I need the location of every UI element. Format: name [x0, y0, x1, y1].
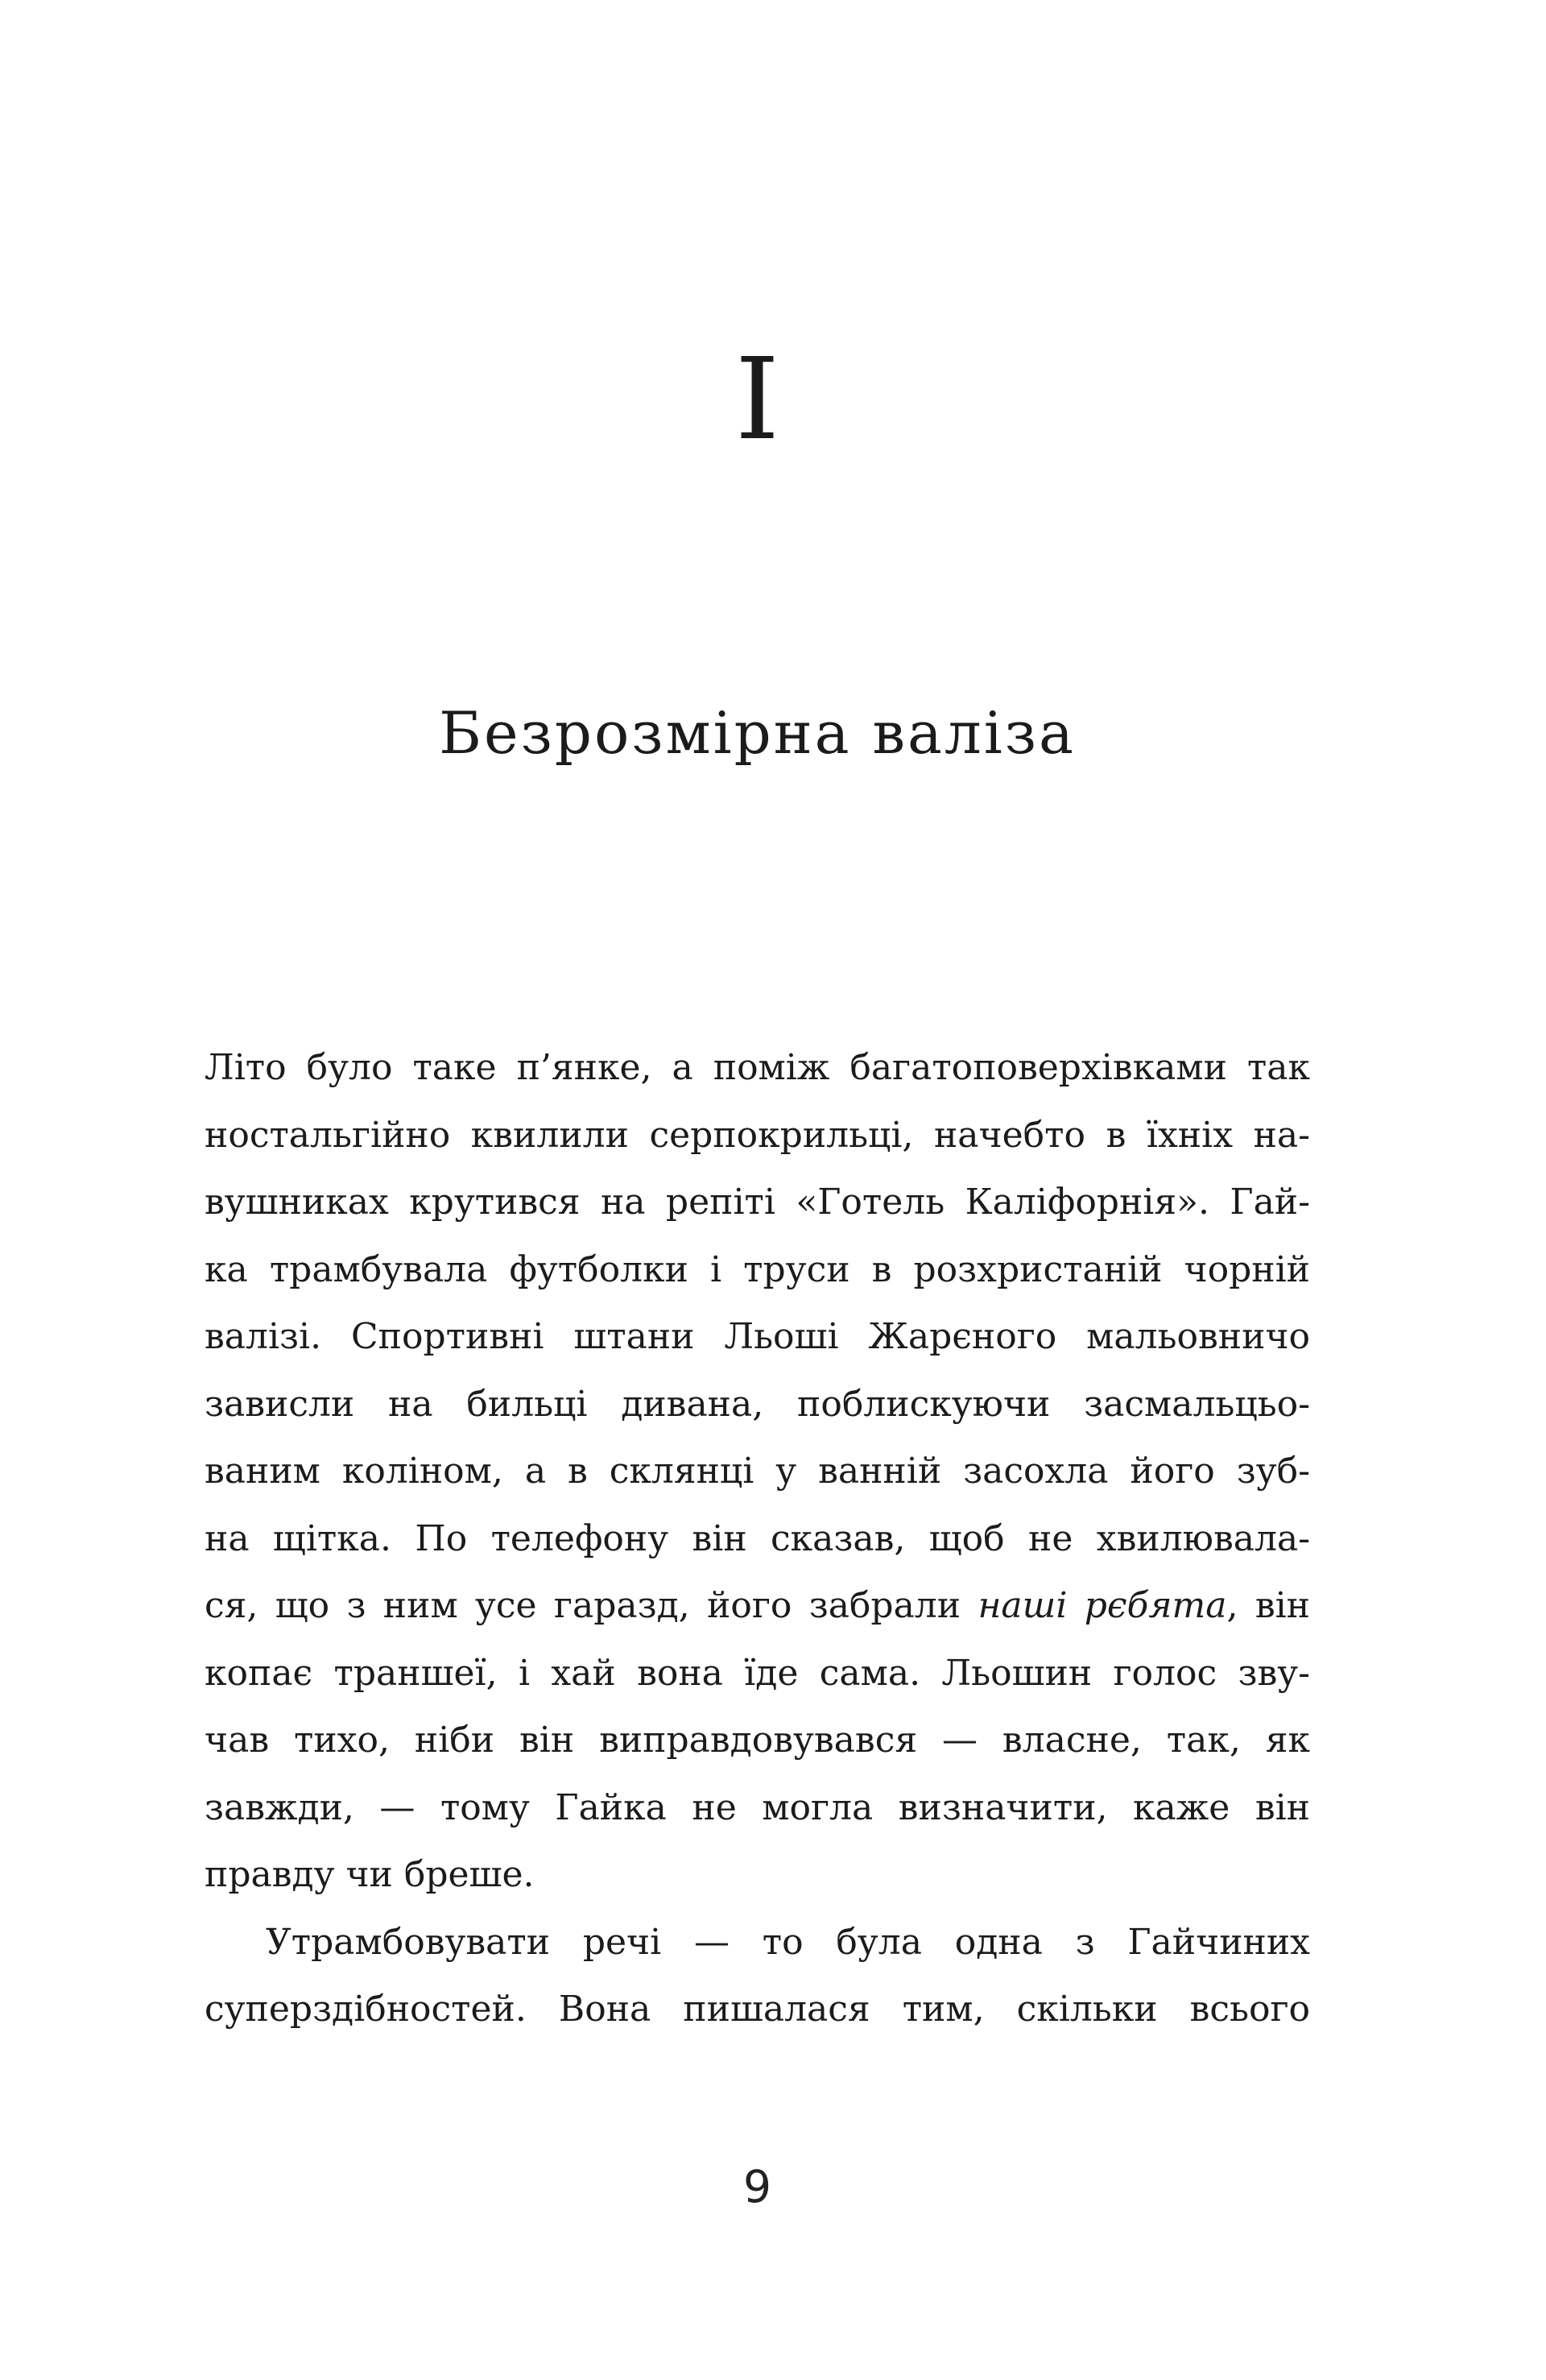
body-line — [205, 1236, 1310, 1304]
body-line — [205, 1572, 1310, 1640]
body-line-segment: суперздібностей. Вона пишалася тим, скільки всього — [205, 1989, 1310, 2030]
body-line-segment: Літо було таке п’янке, а поміж багатоповерхівками так — [205, 1047, 1310, 1088]
chapter-number: I — [734, 334, 780, 466]
body-line — [205, 1438, 1310, 1505]
body-line-segment: на щітка. По телефону він сказав, щоб не хвилювала- — [205, 1517, 1310, 1559]
chapter-title: Безрозмірна валіза — [439, 699, 1076, 767]
body-line-segment: Утрамбовувати речі — то була одна з Гайчиних — [266, 1921, 1310, 1963]
body-line — [205, 1707, 1310, 1774]
body-line-segment: чав тихо, ніби він виправдовувався — власне, так, як — [205, 1720, 1310, 1761]
body-line-segment: ся, що з ним усе гаразд, його забрали — [205, 1585, 978, 1626]
body-line — [205, 1169, 1310, 1236]
body-line-segment: ностальгійно квилили серпокрильці, начебто в їхніх на- — [205, 1114, 1310, 1156]
body-line-segment: зависли на бильці дивана, поблискуючи засмальцьо- — [205, 1383, 1310, 1425]
body-line — [205, 1505, 1310, 1573]
body-line-italic-segment: наші рєбята — [978, 1585, 1227, 1626]
body-line — [205, 1841, 1310, 1909]
body-line-segment: ваним коліном, а в склянці у ванній засохла його зуб- — [205, 1451, 1310, 1492]
body-line-segment: правду чи бреше. — [205, 1854, 535, 1895]
body-line-segment: завжди, — тому Гайка не могла визначити, каже він — [205, 1786, 1310, 1828]
page-number: 9 — [743, 2161, 771, 2212]
body-line-segment: , він — [1226, 1585, 1310, 1626]
body-line-segment: ка трамбувала футболки і труси в розхристаній чорній — [205, 1248, 1310, 1290]
body-line — [205, 1909, 1310, 1976]
body-line-segment: валізі. Спортивні штани Льоші Жарєного мальовничо — [205, 1316, 1310, 1357]
body-line — [205, 1102, 1310, 1169]
body-line — [205, 1640, 1310, 1707]
body-line — [205, 1976, 1310, 2043]
body-line — [205, 1034, 1310, 1102]
body-line — [205, 1371, 1310, 1438]
body-line — [205, 1303, 1310, 1371]
body-line-segment: вушниках крутився на репіті «Готель Каліфорнія». Гай- — [205, 1182, 1310, 1223]
body-line-segment: копає траншеї, і хай вона їде сама. Льошин голос зву- — [205, 1652, 1310, 1694]
body-line — [205, 1774, 1310, 1842]
text-block — [205, 1034, 1310, 2043]
